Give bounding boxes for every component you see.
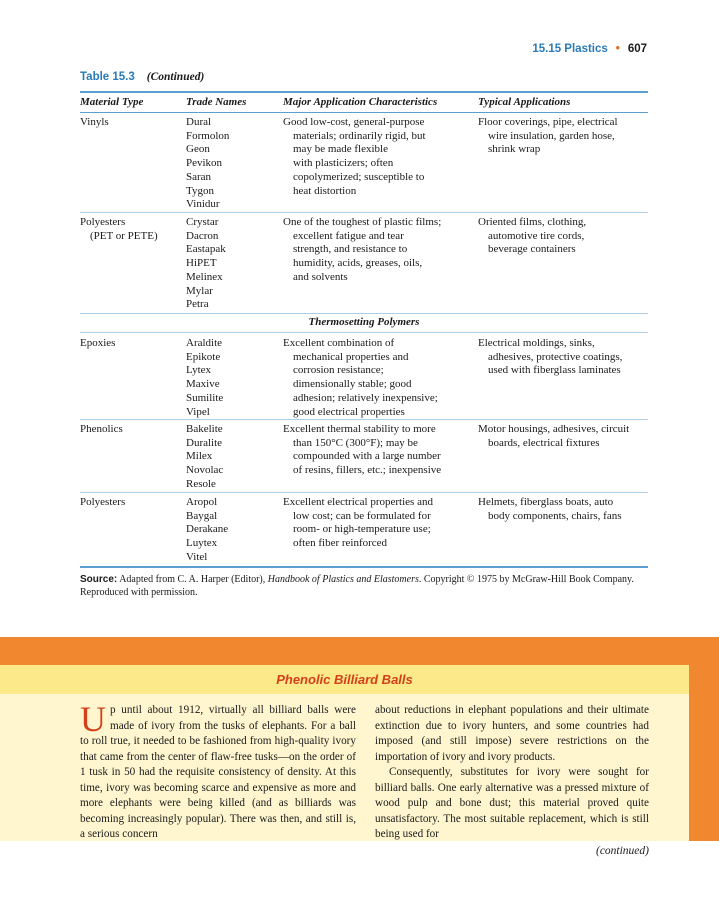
material-cell: Polyesters bbox=[80, 496, 126, 508]
running-header bbox=[532, 43, 647, 55]
characteristics-cell: Excellent combination of mechanical properties and corrosion resistance; dimensionally stable; good adhesion; relatively inexpensive; good electrical properties bbox=[283, 337, 438, 418]
applications-cell: Oriented films, clothing, automotive tire cords, beverage containers bbox=[478, 216, 587, 256]
source-book-title: Handbook of Plastics and Elastomers bbox=[267, 574, 419, 585]
applications-cell: Motor housings, adhesives, circuit boards, electrical fixtures bbox=[478, 423, 630, 449]
trade-names-cell: Dural Formolon Geon Pevikon Saran Tygon Vinidur bbox=[186, 116, 230, 211]
table-header-rule bbox=[80, 112, 648, 113]
table-source-note bbox=[80, 573, 648, 599]
applications-cell: Floor coverings, pipe, electrical wire insulation, garden hose, shrink wrap bbox=[478, 116, 618, 156]
header-bullet: • bbox=[615, 43, 620, 55]
col-header-material-type: Material Type bbox=[80, 96, 144, 108]
table-bottom-rule bbox=[80, 566, 648, 568]
row-divider bbox=[80, 212, 648, 213]
table-subheading: Thermosetting Polymers bbox=[308, 316, 420, 328]
source-prefix: Adapted from C. A. Harper (Editor), bbox=[119, 574, 266, 585]
trade-names-cell: Araldite Epikote Lytex Maxive Sumilite Vipel bbox=[186, 337, 224, 418]
feature-paragraph: p until about 1912, virtually all billiard balls were made of ivory from the tusks of elephants. For a ball to roll true, it needed to be fashioned from high-quality ivory that came from the center of flaw-free tusks—on the order of 1 tusk in 50 had the requisite consistency of density. At this time, ivory was becoming scarce and expensive as more and more elephants were being killed (and as billiards was becoming increasingly popular). There was then, and still is, a serious concern bbox=[80, 704, 356, 840]
material-cell: Phenolics bbox=[80, 423, 123, 435]
trade-names-cell: Aropol Baygal Derakane Luytex Vitel bbox=[186, 496, 229, 563]
table-number: Table 15.3 bbox=[80, 71, 135, 83]
feature-side-strip bbox=[689, 637, 719, 841]
row-divider bbox=[80, 419, 648, 420]
col-header-applications: Typical Applications bbox=[478, 96, 571, 108]
section-title: 15.15 Plastics bbox=[532, 43, 608, 55]
table-continued-label: (Continued) bbox=[146, 71, 205, 83]
feature-banner bbox=[0, 637, 719, 665]
continued-note: (continued) bbox=[595, 845, 649, 857]
source-suffix: . Copyright © 1975 by McGraw-Hill Book Company. Reproduced with permission. bbox=[80, 574, 634, 598]
source-label: Source: bbox=[80, 574, 118, 585]
feature-title: Phenolic Billiard Balls bbox=[276, 672, 413, 687]
material-cell: Vinyls bbox=[80, 116, 109, 128]
row-divider bbox=[80, 492, 648, 493]
characteristics-cell: One of the toughest of plastic films; excellent fatigue and tear strength, and resistance to humidity, acids, greases, oils, and solvents bbox=[283, 216, 442, 283]
material-cell: Polyesters (PET or PETE) bbox=[80, 216, 158, 242]
row-divider bbox=[80, 313, 648, 314]
feature-column-left bbox=[80, 699, 356, 843]
row-divider bbox=[80, 332, 648, 333]
trade-names-cell: Bakelite Duralite Milex Novolac Resole bbox=[186, 423, 224, 490]
drop-cap: U bbox=[80, 699, 106, 739]
feature-paragraph: Consequently, substitutes for ivory were sought for billiard balls. One early alternative was a pressed mixture of wood pulp and bone dust; this material proved quite unsatisfactory. The most suitable replacement, which is still being used for bbox=[375, 766, 649, 840]
feature-banner-text: MATERIALS OF IMPORTANCE bbox=[76, 4, 643, 23]
col-header-characteristics: Major Application Characteristics bbox=[283, 96, 438, 108]
feature-column-right bbox=[375, 703, 649, 843]
table-top-rule bbox=[80, 91, 648, 93]
characteristics-cell: Good low-cost, general-purpose materials; ordinarily rigid, but may be made flexible with plasticizers; often copolymerized; susceptible to heat distortion bbox=[283, 116, 426, 197]
material-cell: Epoxies bbox=[80, 337, 116, 349]
characteristics-cell: Excellent thermal stability to more than 150°C (300°F); may be compounded with a large number of resins, fillers, etc.; inexpensive bbox=[283, 423, 442, 477]
trade-names-cell: Crystar Dacron Eastapak HiPET Melinex Mylar Petra bbox=[186, 216, 226, 311]
page-number: 607 bbox=[627, 43, 647, 55]
characteristics-cell: Excellent electrical properties and low cost; can be formulated for room- or high-temperature use; often fiber reinforced bbox=[283, 496, 433, 550]
col-header-trade-names: Trade Names bbox=[186, 96, 247, 108]
applications-cell: Helmets, fiberglass boats, auto body components, chairs, fans bbox=[478, 496, 622, 522]
applications-cell: Electrical moldings, sinks, adhesives, protective coatings, used with fiberglass laminates bbox=[478, 337, 623, 377]
feature-paragraph: about reductions in elephant populations and their ultimate extinction due to ivory hunters, and some countries had imposed (and still impose) severe restrictions on the importation of ivory and ivory products. bbox=[375, 704, 649, 763]
table-title bbox=[80, 71, 204, 83]
